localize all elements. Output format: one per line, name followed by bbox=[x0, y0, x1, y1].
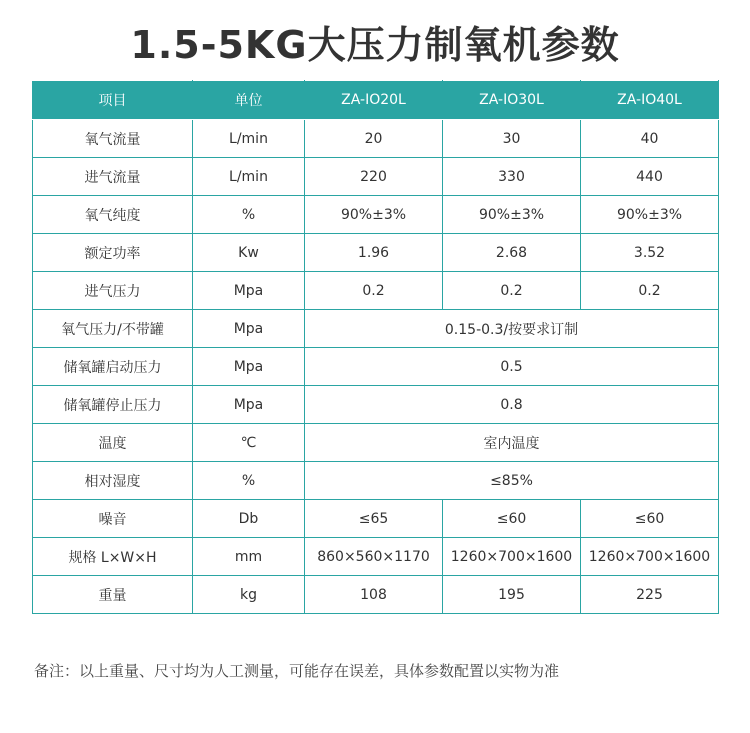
row-merged-value: 0.8 bbox=[305, 386, 719, 424]
row-unit: L/min bbox=[193, 120, 305, 158]
row-value: 1260×700×1600 bbox=[581, 538, 719, 576]
row-value: ≤60 bbox=[443, 500, 581, 538]
table-row bbox=[33, 234, 719, 272]
page-title: 1.5-5KG大压力制氧机参数 bbox=[130, 23, 620, 67]
row-item: 氧气流量 bbox=[33, 120, 193, 158]
row-merged-value: 室内温度 bbox=[305, 424, 719, 462]
row-value: 30 bbox=[443, 120, 581, 158]
row-item: 储氧罐启动压力 bbox=[33, 348, 193, 386]
table-row bbox=[33, 424, 719, 462]
row-value: 1260×700×1600 bbox=[443, 538, 581, 576]
row-value: 195 bbox=[443, 576, 581, 614]
row-value: 0.2 bbox=[443, 272, 581, 310]
table-row bbox=[33, 462, 719, 500]
table-header-row bbox=[33, 81, 719, 120]
row-value: 440 bbox=[581, 158, 719, 196]
row-unit: Kw bbox=[193, 234, 305, 272]
row-item: 进气流量 bbox=[33, 158, 193, 196]
row-unit: kg bbox=[193, 576, 305, 614]
row-value: 90%±3% bbox=[443, 196, 581, 234]
header-item: 项目 bbox=[33, 81, 193, 120]
row-item: 温度 bbox=[33, 424, 193, 462]
row-item: 噪音 bbox=[33, 500, 193, 538]
table-row bbox=[33, 386, 719, 424]
header-model-30l: ZA-IO30L bbox=[443, 81, 581, 120]
row-value: 225 bbox=[581, 576, 719, 614]
row-value: 40 bbox=[581, 120, 719, 158]
header-model-40l: ZA-IO40L bbox=[581, 81, 719, 120]
row-unit: Db bbox=[193, 500, 305, 538]
row-value: 2.68 bbox=[443, 234, 581, 272]
row-value: 108 bbox=[305, 576, 443, 614]
table-row bbox=[33, 310, 719, 348]
row-item: 相对湿度 bbox=[33, 462, 193, 500]
row-value: 220 bbox=[305, 158, 443, 196]
row-value: 0.2 bbox=[581, 272, 719, 310]
table-row bbox=[33, 196, 719, 234]
row-merged-value: 0.5 bbox=[305, 348, 719, 386]
row-item: 氧气压力/不带罐 bbox=[33, 310, 193, 348]
row-value: 3.52 bbox=[581, 234, 719, 272]
row-item: 氧气纯度 bbox=[33, 196, 193, 234]
row-unit: % bbox=[193, 196, 305, 234]
table-row bbox=[33, 538, 719, 576]
row-unit: Mpa bbox=[193, 348, 305, 386]
row-unit: Mpa bbox=[193, 310, 305, 348]
row-value: ≤60 bbox=[581, 500, 719, 538]
row-item: 进气压力 bbox=[33, 272, 193, 310]
row-item: 额定功率 bbox=[33, 234, 193, 272]
row-item: 规格 L×W×H bbox=[33, 538, 193, 576]
row-merged-value: ≤85% bbox=[305, 462, 719, 500]
row-merged-value: 0.15-0.3/按要求订制 bbox=[305, 310, 719, 348]
table-row bbox=[33, 158, 719, 196]
row-unit: Mpa bbox=[193, 386, 305, 424]
row-value: 20 bbox=[305, 120, 443, 158]
row-value: 0.2 bbox=[305, 272, 443, 310]
footnote: 备注：以上重量、尺寸均为人工测量，可能存在误差，具体参数配置以实物为准 bbox=[34, 662, 560, 680]
row-unit: Mpa bbox=[193, 272, 305, 310]
row-item: 储氧罐停止压力 bbox=[33, 386, 193, 424]
row-item: 重量 bbox=[33, 576, 193, 614]
row-value: 90%±3% bbox=[305, 196, 443, 234]
row-unit: L/min bbox=[193, 158, 305, 196]
spec-table bbox=[32, 80, 719, 614]
row-value: ≤65 bbox=[305, 500, 443, 538]
table-row bbox=[33, 272, 719, 310]
table-row bbox=[33, 120, 719, 158]
table-row bbox=[33, 348, 719, 386]
row-value: 860×560×1170 bbox=[305, 538, 443, 576]
table-row bbox=[33, 500, 719, 538]
table-row bbox=[33, 576, 719, 614]
row-value: 1.96 bbox=[305, 234, 443, 272]
row-unit: ℃ bbox=[193, 424, 305, 462]
row-value: 90%±3% bbox=[581, 196, 719, 234]
header-model-20l: ZA-IO20L bbox=[305, 81, 443, 120]
row-value: 330 bbox=[443, 158, 581, 196]
row-unit: mm bbox=[193, 538, 305, 576]
header-unit: 单位 bbox=[193, 81, 305, 120]
row-unit: % bbox=[193, 462, 305, 500]
